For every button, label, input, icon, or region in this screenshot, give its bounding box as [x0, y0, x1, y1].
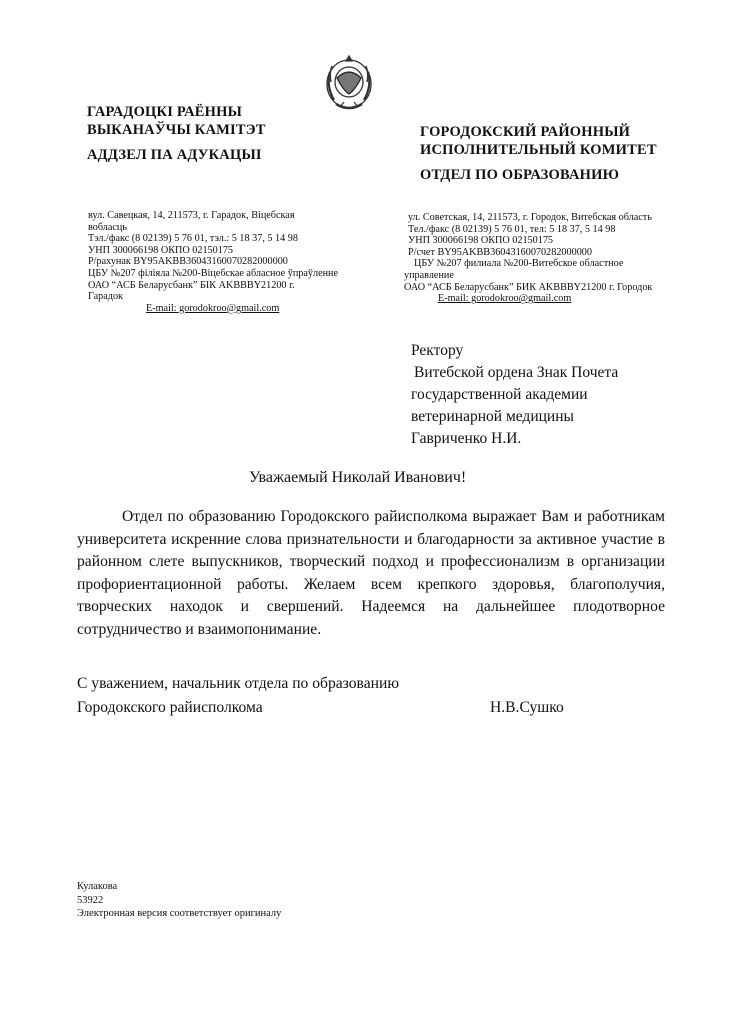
recipient-line: ветеринарной медицины: [411, 408, 574, 425]
right-detail-line: ОАО “АСБ Беларусбанк” БИК AKBBBY21200 г. Городок: [404, 281, 653, 293]
left-header-line2: ВЫКАНАЎЧЫ КАМІТЭТ: [87, 122, 266, 138]
left-detail-line: Гарадок: [88, 291, 123, 303]
left-email-link[interactable]: E-mail: gorodokroo@gmail.com: [146, 302, 280, 314]
left-detail-line: Тэл./факс (8 02139) 5 76 01, тэл.: 5 18 37, 5 14 98: [88, 233, 298, 245]
right-detail-line: Тел./факс (8 02139) 5 76 01, тел: 5 18 37, 5 14 98: [408, 223, 616, 235]
left-detail-line: вобласць: [88, 221, 127, 233]
right-detail-line: управление: [404, 269, 454, 281]
recipient-block: [411, 340, 711, 450]
left-org-header: [87, 103, 347, 164]
right-detail-line: Р/счет BY95AKBB36043160070282000000: [408, 246, 592, 258]
right-header-line2: ИСПОЛНИТЕЛЬНЫЙ КОМИТЕТ: [420, 142, 657, 158]
letter-body: [77, 506, 665, 642]
left-header-line3: АДДЗЕЛ ПА АДУКАЦЫІ: [87, 147, 262, 163]
left-detail-line: ОАО “АСБ Беларусбанк” БІК AKBBBY21200 г.: [88, 279, 295, 291]
body-paragraph: Отдел по образованию Городокского райисполкома выражает Вам и работникам университета искренние слова признательности и благодарности за активное участие в районном слете выпускников, творческий подход и профессионализм в организации профориентационной работы. Желаем всем крепкого здоровья, благополучия, творческих находок и свершений. Надеемся на дальнейшее плодотворное сотрудничество и взаимопонимание.: [77, 508, 665, 638]
right-org-header: [420, 123, 680, 184]
footer-note: Электронная версия соответствует оригиналу: [77, 908, 282, 919]
left-detail-line: ЦБУ №207 філіяла №200-Віцебскае абласное ўпраўленне: [88, 267, 339, 279]
right-detail-line: ул. Советская, 14, 211573, г. Городок, Витебская область: [408, 212, 652, 223]
right-detail-line: УНП 300066198 ОКПО 02150175: [408, 235, 554, 247]
right-email-link[interactable]: E-mail: gorodokroo@gmail.com: [438, 293, 572, 305]
left-header-line1: ГАРАДОЦКІ РАЁННЫ: [87, 104, 243, 120]
recipient-line: Ректору: [411, 342, 464, 359]
signatory-name: Н.В.Сушко: [490, 699, 564, 716]
right-header-line1: ГОРОДОКСКИЙ РАЙОННЫЙ: [420, 124, 631, 140]
signature-line2: Городокского райисполкома: [77, 699, 263, 716]
left-detail-line: УНП 300066198 ОКПО 02150175: [88, 244, 234, 256]
right-header-line3: ОТДЕЛ ПО ОБРАЗОВАНИЮ: [420, 167, 620, 183]
footer-block: [77, 880, 281, 921]
footer-author: Кулакова: [77, 881, 118, 892]
footer-phone: 53922: [77, 894, 104, 906]
left-detail-line: Р/рахунак BY95AKBB36043160070282000000: [88, 256, 288, 268]
recipient-line: Гавриченко Н.И.: [411, 430, 522, 447]
salutation: Уважаемый Николай Иванович!: [249, 469, 467, 486]
signature-line1: С уважением, начальник отдела по образованию: [77, 675, 399, 692]
left-detail-line: вул. Савецкая, 14, 211573, г. Гарадок, Віцебская: [88, 210, 295, 221]
left-requisites: [88, 210, 338, 314]
right-requisites: [404, 212, 668, 305]
recipient-line: государственной академии: [411, 386, 588, 403]
recipient-line: Витебской ордена Знак Почета: [414, 364, 619, 381]
right-detail-line: ЦБУ №207 филиала №200-Витебское областное: [414, 258, 624, 270]
